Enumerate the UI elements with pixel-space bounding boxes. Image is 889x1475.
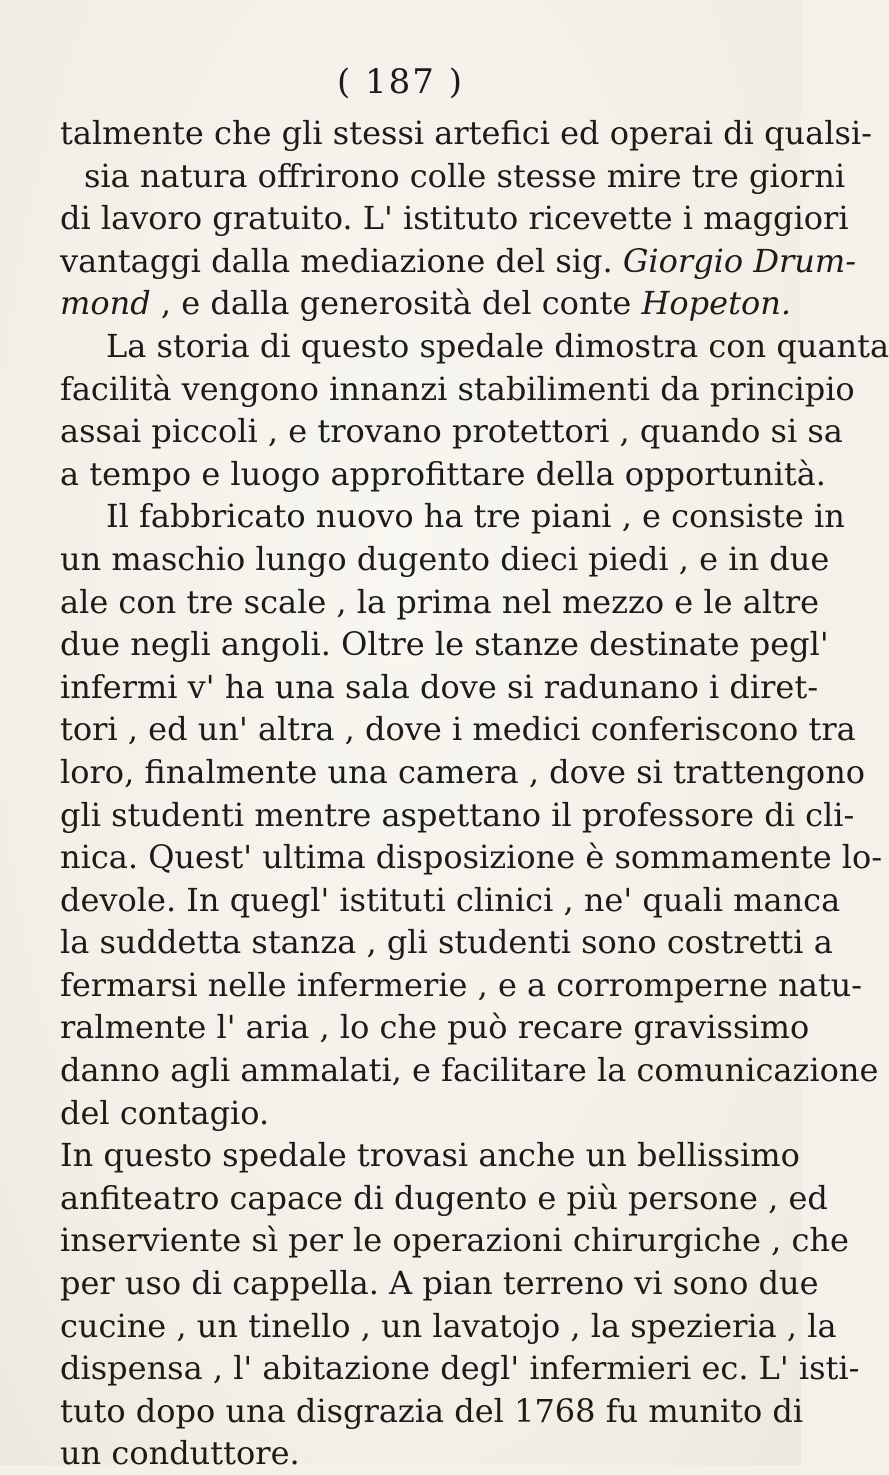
text-line: un maschio lungo dugento dieci piedi , e in due — [60, 539, 830, 578]
text-line: di lavoro gratuito. L' istituto ricevette i maggiori — [60, 199, 849, 238]
text-line: tuto dopo una disgrazia del 1768 fu munito di — [60, 1391, 804, 1430]
text-line: danno agli ammalati, e facilitare la comunicazione — [60, 1051, 879, 1090]
body-text — [60, 112, 889, 1475]
text-line: del contagio. — [60, 1093, 270, 1132]
text-span: , e dalla generosità del conte — [160, 284, 632, 323]
text-line: tori , ed un' altra , dove i medici conferiscono tra — [60, 710, 856, 749]
text-line: due negli angoli. Oltre le stanze destinate pegl' — [60, 625, 829, 664]
text-line: nica. Quest' ultima disposizione è sommamente lo- — [60, 838, 883, 877]
text-line: anfiteatro capace di dugento e più persone , ed — [60, 1178, 828, 1217]
person-name-italic: mond — [60, 284, 151, 323]
text-line: ralmente l' aria , lo che può recare gravissimo — [60, 1008, 810, 1047]
text-line: sia natura offrirono colle stesse mire tre giorni — [84, 156, 846, 195]
text-line: In questo spedale trovasi anche un bellissimo — [60, 1136, 800, 1175]
text-line: talmente che gli stessi artefici ed operai di qualsi- — [60, 114, 872, 152]
text-line: ale con tre scale , la prima nel mezzo e le altre — [60, 582, 820, 621]
text-line: assai piccoli , e trovano protettori , quando si sa — [60, 412, 843, 451]
text-line: Il fabbricato nuovo ha tre piani , e consiste in — [106, 497, 845, 536]
text-line: la suddetta stanza , gli studenti sono costretti a — [60, 923, 833, 962]
text-line: dispensa , l' abitazione degl' infermieri ec. L' isti- — [60, 1349, 860, 1388]
text-line: facilità vengono innanzi stabilimenti da principio — [60, 369, 855, 408]
text-line: un conduttore. — [60, 1434, 300, 1473]
text-line: devole. In quegl' istituti clinici , ne' quali manca — [60, 880, 841, 919]
text-line: loro, finalmente una camera , dove si trattengono — [60, 752, 866, 791]
text-line: gli studenti mentre aspettano il professore di cli- — [60, 795, 855, 834]
text-line: per uso di cappella. A pian terreno vi sono due — [60, 1264, 819, 1303]
text-line: cucine , un tinello , un lavatojo , la spezieria , la — [60, 1306, 837, 1345]
text-line: inserviente sì per le operazioni chirurgiche , che — [60, 1221, 849, 1260]
text-line — [60, 282, 791, 325]
person-name-italic: Giorgio Drum- — [622, 241, 857, 280]
text-line: a tempo e luogo approfittare della opportunità. — [60, 454, 826, 493]
text-line: fermarsi nelle infermerie , e a corromperne natu- — [60, 965, 863, 1004]
page-number: ( 187 ) — [336, 62, 465, 102]
text-line — [60, 240, 857, 283]
text-span: vantaggi dalla mediazione del sig. — [60, 241, 613, 280]
text-line: infermi v' ha una sala dove si radunano i diret- — [60, 667, 819, 706]
person-name-italic: Hopeton. — [641, 284, 791, 323]
text-line: La storia di questo spedale dimostra con quanta — [106, 326, 889, 365]
